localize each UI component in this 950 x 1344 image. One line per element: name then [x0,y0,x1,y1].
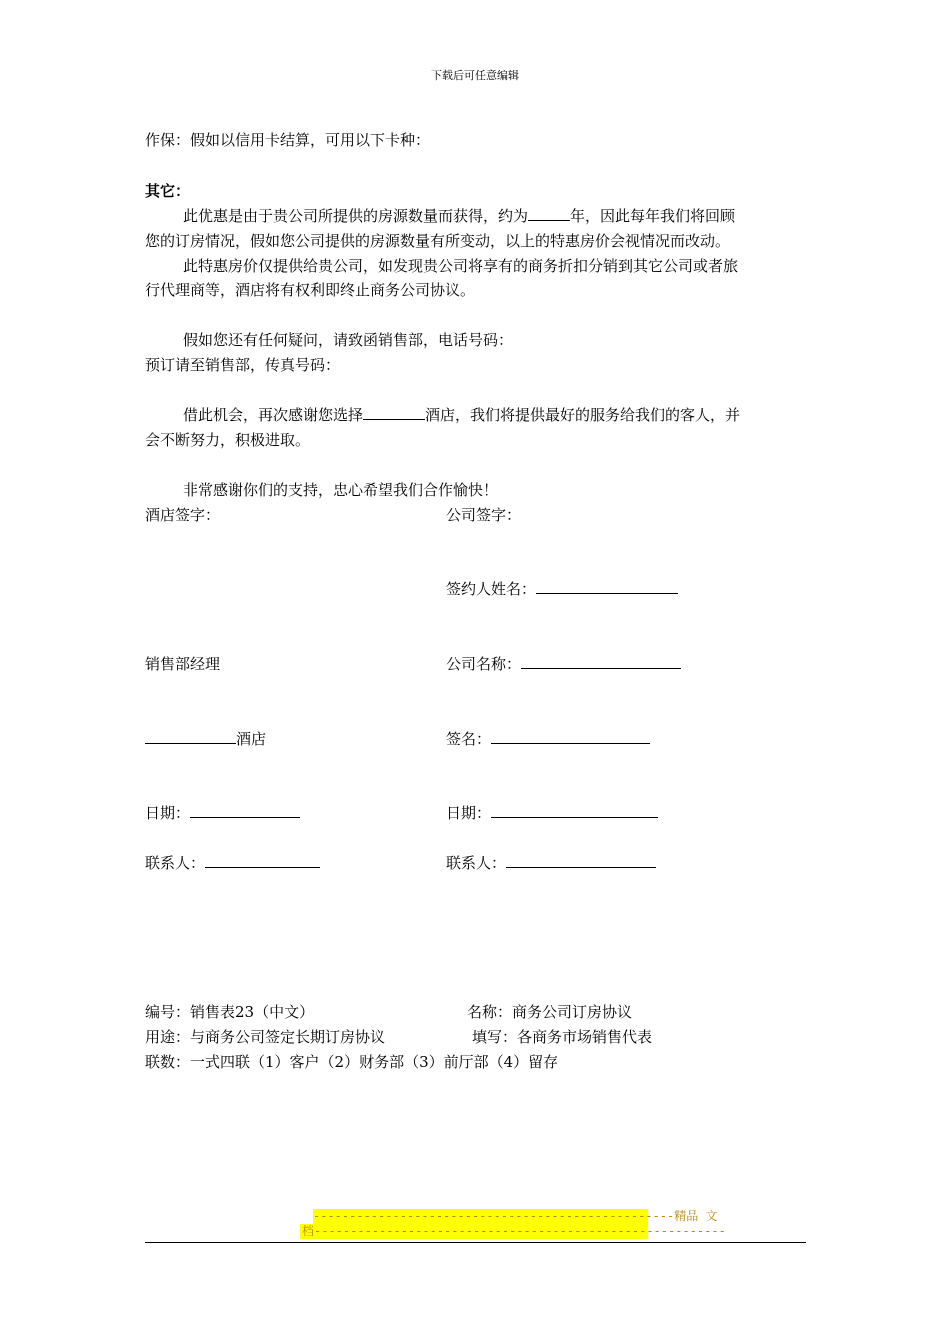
hotel-blank [145,729,236,744]
signer-name-blank [536,579,678,594]
company-date-blank [491,803,658,818]
company-name-blank [521,654,681,669]
form-filled-by: 填写：各商务市场销售代表 [472,1028,653,1046]
thanks-text-b: 酒店，我们将提供最好的服务给我们的客人，并 [425,406,741,424]
company-date-label: 日期： [446,804,492,822]
company-name-field [446,654,681,674]
paragraph-1-text-b: 年，因此每年我们将回顾 [570,207,736,225]
other-heading: 其它： [145,182,191,200]
paragraph-1-line-2: 您的订房情况，假如您公司提供的房源数量有所变动，以上的特惠房价会视情况而改动。 [145,232,731,250]
hotel-date-field [145,803,300,823]
company-contact-label: 联系人： [446,854,507,872]
hotel-contact-label: 联系人： [145,854,206,872]
closing-line: 非常感谢你们的支持，忠心希望我们合作愉快！ [183,481,499,499]
form-usage: 用途：与商务公司签定长期订房协议 [145,1028,386,1046]
hotel-name-field [145,729,266,749]
paragraph-1-text-a: 此优惠是由于贵公司所提供的房源数量而获得，约为 [183,207,529,225]
company-name-label: 公司名称： [446,655,522,673]
signer-name-label: 签约人姓名： [446,580,537,598]
form-code: 编号：销售表23（中文） [145,1003,315,1021]
hotel-date-label: 日期： [145,804,191,822]
footer-line-1: --------------------------------------------------精品 文 [313,1209,718,1223]
sales-manager-label: 销售部经理 [145,655,221,673]
paragraph-1-line-1 [183,206,735,226]
thanks-text-a: 借此机会，再次感谢您选择 [183,406,364,424]
hotel-date-blank [190,803,300,818]
company-date-field [446,803,658,823]
signature-field [446,729,650,749]
thanks-line-2: 会不断努力，积极进取。 [145,431,311,449]
hotel-contact-field [145,853,320,873]
hotel-contact-blank [205,853,320,868]
thanks-line-1 [183,405,740,425]
paragraph-2-line-2: 行代理商等，酒店将有权利即终止商务公司协议。 [145,281,476,299]
footer-line-2: 档--------------------------------------------------------- [302,1224,726,1238]
hotel-suffix-label: 酒店 [236,730,267,748]
footer-rule [145,1242,806,1243]
company-contact-blank [506,853,656,868]
form-name: 名称：商务公司订房协议 [467,1003,633,1021]
page-header: 下载后可任意编辑 [431,69,519,82]
form-copies: 联数：一式四联（1）客户（2）财务部（3）前厅部（4）留存 [145,1053,559,1071]
hotel-name-blank [363,405,425,420]
contact-line: 假如您还有任何疑问，请致函销售部，电话号码： [183,331,514,349]
booking-line: 预订请至销售部，传真号码： [145,356,341,374]
guarantee-line: 作保：假如以信用卡结算，可用以下卡种： [145,131,431,149]
hotel-sign-label: 酒店签字： [145,506,221,524]
paragraph-2-line-1: 此特惠房价仅提供给贵公司，如发现贵公司将享有的商务折扣分销到其它公司或者旅 [183,257,739,275]
signature-blank [491,729,650,744]
company-contact-field [446,853,656,873]
company-sign-label: 公司签字： [446,506,522,524]
years-blank [528,206,570,221]
signer-name-field [446,579,678,599]
signature-label: 签名： [446,730,492,748]
